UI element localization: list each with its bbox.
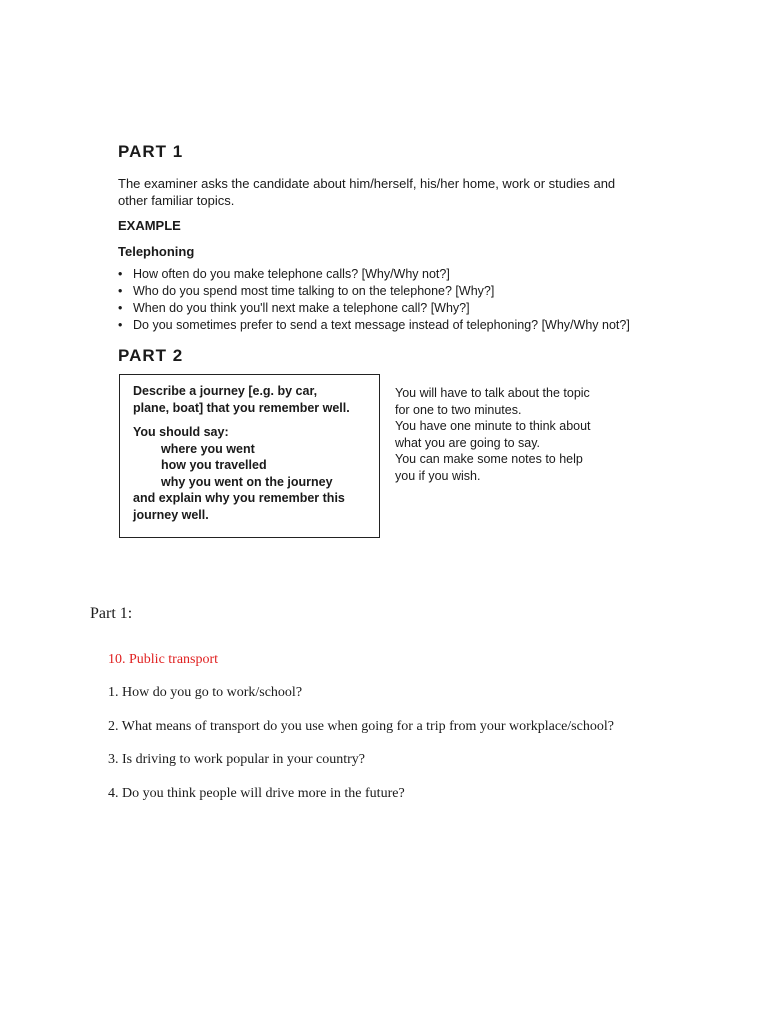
cue-card-explain-line: and explain why you remember this — [133, 491, 345, 505]
side-note-line: You will have to talk about the topic — [395, 386, 590, 400]
question-item: 3. Is driving to work popular in your country? — [108, 752, 366, 767]
list-item: • When do you think you'll next make a telephone call? [Why?] — [118, 300, 630, 317]
cue-card-point: how you travelled — [161, 458, 267, 472]
topic-heading: Telephoning — [118, 244, 195, 259]
cue-card-point: why you went on the journey — [161, 474, 333, 489]
side-note-line: You have one minute to think about — [395, 419, 591, 433]
part1-heading: PART 1 — [118, 142, 184, 161]
cue-card-task-line: plane, boat] that you remember well. — [133, 400, 350, 415]
cue-card-task-line: Describe a journey [e.g. by car, — [133, 384, 318, 398]
question-list — [118, 266, 630, 334]
question-item: 2. What means of transport do you use when going for a trip from your workplace/school? — [108, 719, 614, 734]
side-note — [395, 385, 635, 484]
side-note-line: you if you wish. — [395, 468, 481, 483]
side-note-line: for one to two minutes. — [395, 402, 522, 417]
question-item: 4. Do you think people will drive more in the future? — [108, 786, 405, 801]
side-note-line: You can make some notes to help — [395, 452, 583, 466]
cue-card-explain-line: journey well. — [133, 507, 209, 522]
part1-label: Part 1: — [90, 605, 133, 622]
part1-intro: The examiner asks the candidate about him/herself, his/her home, work or studies and other familiar topics. — [118, 176, 616, 208]
example-heading: EXAMPLE — [118, 218, 181, 233]
side-note-line: what you are going to say. — [395, 435, 540, 450]
cue-card-point: where you went — [161, 441, 255, 456]
list-item: • Do you sometimes prefer to send a text message instead of telephoning? [Why/Why not?] — [118, 317, 630, 334]
cue-card-should-say: You should say: — [133, 425, 229, 439]
part2-heading: PART 2 — [118, 346, 184, 365]
list-item: • Who do you spend most time talking to on the telephone? [Why?] — [118, 283, 630, 300]
question-item: 1. How do you go to work/school? — [108, 685, 303, 700]
topic-title: 10. Public transport — [108, 652, 219, 667]
list-item: • How often do you make telephone calls? [Why/Why not?] — [118, 266, 630, 283]
cue-card — [119, 374, 380, 538]
